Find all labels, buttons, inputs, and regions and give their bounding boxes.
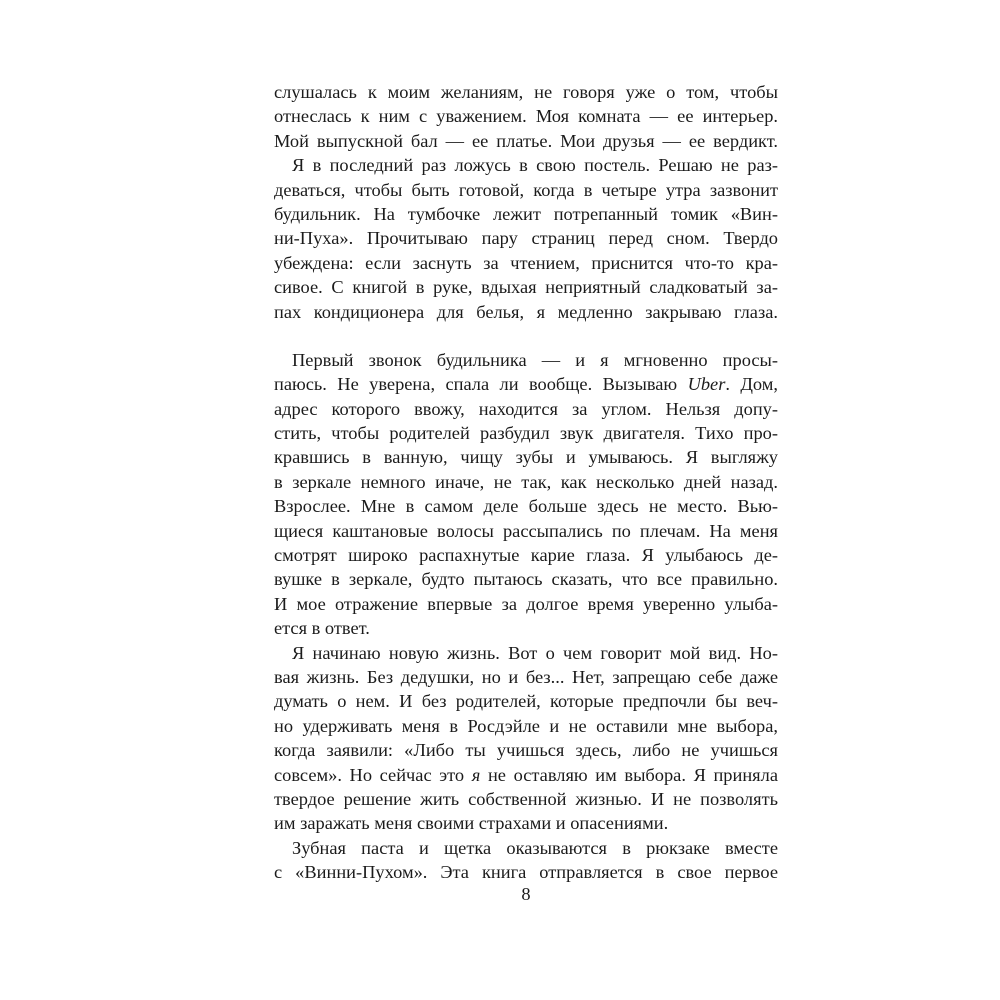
- text-line: пах кондиционера для белья, я медленно закрываю глаза.: [274, 301, 778, 322]
- text-line: вая жизнь. Без дедушки, но и без... Нет, запрещаю себе даже: [274, 666, 778, 687]
- text-line: в зеркале немного иначе, не так, как несколько дней назад.: [274, 471, 778, 492]
- text-segment: паюсь. Не уверена, спала ли вообще. Вызываю: [274, 374, 688, 395]
- text-line: ни-Пуха». Прочитываю пару страниц перед сном. Твердо: [274, 228, 778, 249]
- page-number: 8: [521, 884, 531, 904]
- section-break-spacer: [274, 324, 778, 348]
- italic-text-segment: я: [471, 764, 481, 785]
- text-line: Взрослее. Мне в самом деле больше здесь не место. Вью-: [274, 496, 778, 517]
- text-line: будильник. На тумбочке лежит потрепанный томик «Вин-: [274, 203, 778, 224]
- text-line: с «Винни-Пухом». Эта книга отправляется в свое первое: [274, 862, 778, 883]
- text-line: [274, 763, 778, 787]
- text-segment: совсем». Но сейчас это: [274, 764, 472, 785]
- text-line: Мой выпускной бал — ее платье. Мои друзья — ее вердикт.: [274, 130, 778, 151]
- text-line: сивое. С книгой в руке, вдыхая неприятный сладковатый за-: [274, 277, 778, 298]
- text-line: отнеслась к ним с уважением. Моя комната — ее интерьер.: [274, 106, 778, 127]
- text-block: [274, 80, 778, 885]
- text-segment: . Дом,: [725, 374, 778, 395]
- text-line: И мое отражение впервые за долгое время уверенно улыба-: [274, 593, 778, 614]
- text-line: вушке в зеркале, будто пытаюсь сказать, что все правильно.: [274, 569, 778, 590]
- text-line: смотрят широко распахнутые карие глаза. Я улыбаюсь де-: [274, 545, 778, 566]
- text-line: когда заявили: «Либо ты учишься здесь, либо не учишься: [274, 740, 778, 761]
- text-line: щиеся каштановые волосы рассыпались по плечам. На меня: [274, 520, 778, 541]
- text-line: Первый звонок будильника — и я мгновенно просы-: [292, 349, 778, 370]
- text-line: ется в ответ.: [274, 618, 370, 639]
- text-line: Я начинаю новую жизнь. Вот о чем говорит мой вид. Но-: [292, 642, 778, 663]
- text-line: но удерживать меня в Росдэйле и не оставили мне выбора,: [274, 715, 778, 736]
- text-line: Зубная паста и щетка оказываются в рюкзаке вместе: [292, 837, 778, 858]
- text-line: думать о нем. И без родителей, которые предпочли бы веч-: [274, 691, 778, 712]
- italic-text-segment: Uber: [687, 374, 726, 395]
- text-line: слушалась к моим желаниям, не говоря уже о том, чтобы: [274, 82, 778, 102]
- text-line: им заражать меня своими страхами и опасениями.: [274, 813, 669, 834]
- text-line: убеждена: если заснуть за чтением, приснится что-то кра-: [274, 252, 778, 273]
- text-line: твердое решение жить собственной жизнью. И не позволять: [274, 788, 778, 809]
- text-line: Я в последний раз ложусь в свою постель. Решаю не раз-: [292, 155, 778, 176]
- text-line: стить, чтобы родителей разбудил звук двигателя. Тихо про-: [274, 423, 778, 444]
- text-line: кравшись в ванную, чищу зубы и умываюсь. Я выгляжу: [274, 447, 778, 468]
- text-line: деваться, чтобы быть готовой, когда в четыре утра зазвонит: [274, 179, 778, 200]
- text-line: адрес которого ввожу, находится за углом. Нельзя допу-: [274, 398, 778, 419]
- text-segment: не оставляю им выбора. Я приняла: [480, 764, 778, 785]
- text-line: [274, 372, 778, 396]
